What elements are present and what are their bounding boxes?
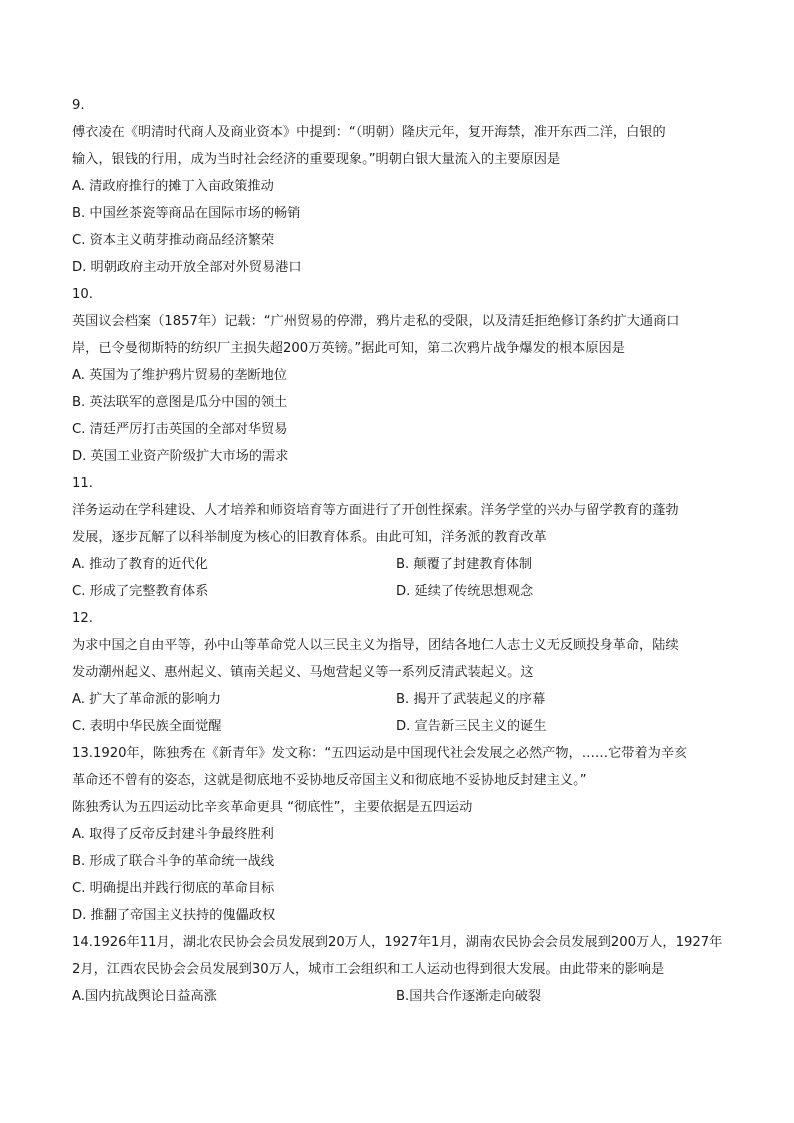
- answer-option[interactable]: B. 形成了联合斗争的革命统一战线: [72, 854, 275, 869]
- option-row: [72, 713, 722, 740]
- answer-option[interactable]: D. 明朝政府主动开放全部对外贸易港口: [72, 260, 302, 275]
- question-stem-line: 发展，逐步瓦解了以科举制度为核心的旧教育体系。由此可知，洋务派的教育改革: [72, 530, 547, 545]
- answer-option[interactable]: D. 宣告新三民主义的诞生: [396, 719, 547, 734]
- answer-option[interactable]: B. 颠覆了封建教育体制: [396, 557, 533, 572]
- answer-option[interactable]: A. 扩大了革命派的影响力: [72, 692, 222, 707]
- answer-option[interactable]: B. 中国丝茶瓷等商品在国际市场的畅销: [72, 206, 301, 221]
- answer-option[interactable]: C. 明确提出并践行彻底的革命目标: [72, 881, 275, 896]
- exam-page: [72, 92, 722, 1010]
- option-row: [72, 578, 722, 605]
- answer-option[interactable]: A.国内抗战舆论日益高涨: [72, 989, 217, 1004]
- option-row: [72, 983, 722, 1010]
- question-stem-line: 英国议会档案（1857年）记载：“广州贸易的停滞，鸦片走私的受限，以及清廷拒绝修订条约扩大通商口: [72, 314, 680, 329]
- answer-option[interactable]: C. 表明中华民族全面觉醒: [72, 719, 222, 734]
- answer-option[interactable]: C. 资本主义萌芽推动商品经济繁荣: [72, 233, 275, 248]
- answer-option[interactable]: B. 英法联军的意图是瓜分中国的领土: [72, 395, 288, 410]
- answer-option[interactable]: D. 英国工业资产阶级扩大市场的需求: [72, 449, 289, 464]
- answer-option[interactable]: C. 清廷严厉打击英国的全部对华贸易: [72, 422, 288, 437]
- question-number: 11.: [72, 476, 93, 491]
- answer-option[interactable]: A. 英国为了维护鸦片贸易的垄断地位: [72, 368, 287, 383]
- question-stem-line: 革命还不曾有的姿态，这就是彻底地不妥协地反帝国主义和彻底地不妥协地反封建主义。”: [72, 773, 587, 788]
- answer-option[interactable]: D. 延续了传统思想观念: [396, 584, 534, 599]
- question-stem-line: 输入，银钱的行用，成为当时社会经济的重要现象。”明朝白银大量流入的主要原因是: [72, 152, 561, 167]
- question-stem-line: 傅衣凌在《明清时代商人及商业资本》中提到：“（明朝）隆庆元年，复开海禁，准开东西二洋，白银的: [72, 125, 666, 140]
- answer-option[interactable]: B. 揭开了武装起义的序幕: [396, 692, 546, 707]
- answer-option[interactable]: C. 形成了完整教育体系: [72, 584, 209, 599]
- answer-option[interactable]: D. 推翻了帝国主义扶持的傀儡政权: [72, 908, 276, 923]
- question-number: 10.: [72, 287, 93, 302]
- question-number: 9.: [72, 98, 85, 113]
- question-stem-line: 陈独秀认为五四运动比辛亥革命更具 “彻底性”，主要依据是五四运动: [72, 800, 473, 815]
- answer-option[interactable]: B.国共合作逐渐走向破裂: [396, 989, 542, 1004]
- question-stem-line: 发动潮州起义、惠州起义、镇南关起义、马炮营起义等一系列反清武装起义。这: [72, 665, 534, 680]
- question-stem-line: 为求中国之自由平等，孙中山等革命党人以三民主义为指导，团结各地仁人志士义无反顾投身革命，陆续: [72, 638, 679, 653]
- answer-option[interactable]: A. 清政府推行的摊丁入亩政策推动: [72, 179, 274, 194]
- option-row: [72, 551, 722, 578]
- answer-option[interactable]: A. 取得了反帝反封建斗争最终胜利: [72, 827, 274, 842]
- answer-option[interactable]: A. 推动了教育的近代化: [72, 557, 208, 572]
- question-number: 12.: [72, 611, 93, 626]
- question-stem-line: 2月，江西农民协会会员发展到30万人，城市工会组织和工人运动也得到很大发展。由此带来的影响是: [72, 962, 665, 977]
- question-stem-line: 岸，已令曼彻斯特的纺织厂主损失超200万英镑。”据此可知，第二次鸦片战争爆发的根本原因是: [72, 341, 625, 356]
- question-stem-line: 洋务运动在学科建设、人才培养和师资培育等方面进行了开创性探索。洋务学堂的兴办与留学教育的蓬勃: [72, 503, 679, 518]
- option-row: [72, 686, 722, 713]
- question-stem-line: 14.1926年11月，湖北农民协会会员发展到20万人，1927年1月，湖南农民协会会员发展到200万人，1927年: [72, 935, 723, 950]
- question-stem-line: 13.1920年，陈独秀在《新青年》发文称：“五四运动是中国现代社会发展之必然产物，……它带着为辛亥: [72, 746, 688, 761]
